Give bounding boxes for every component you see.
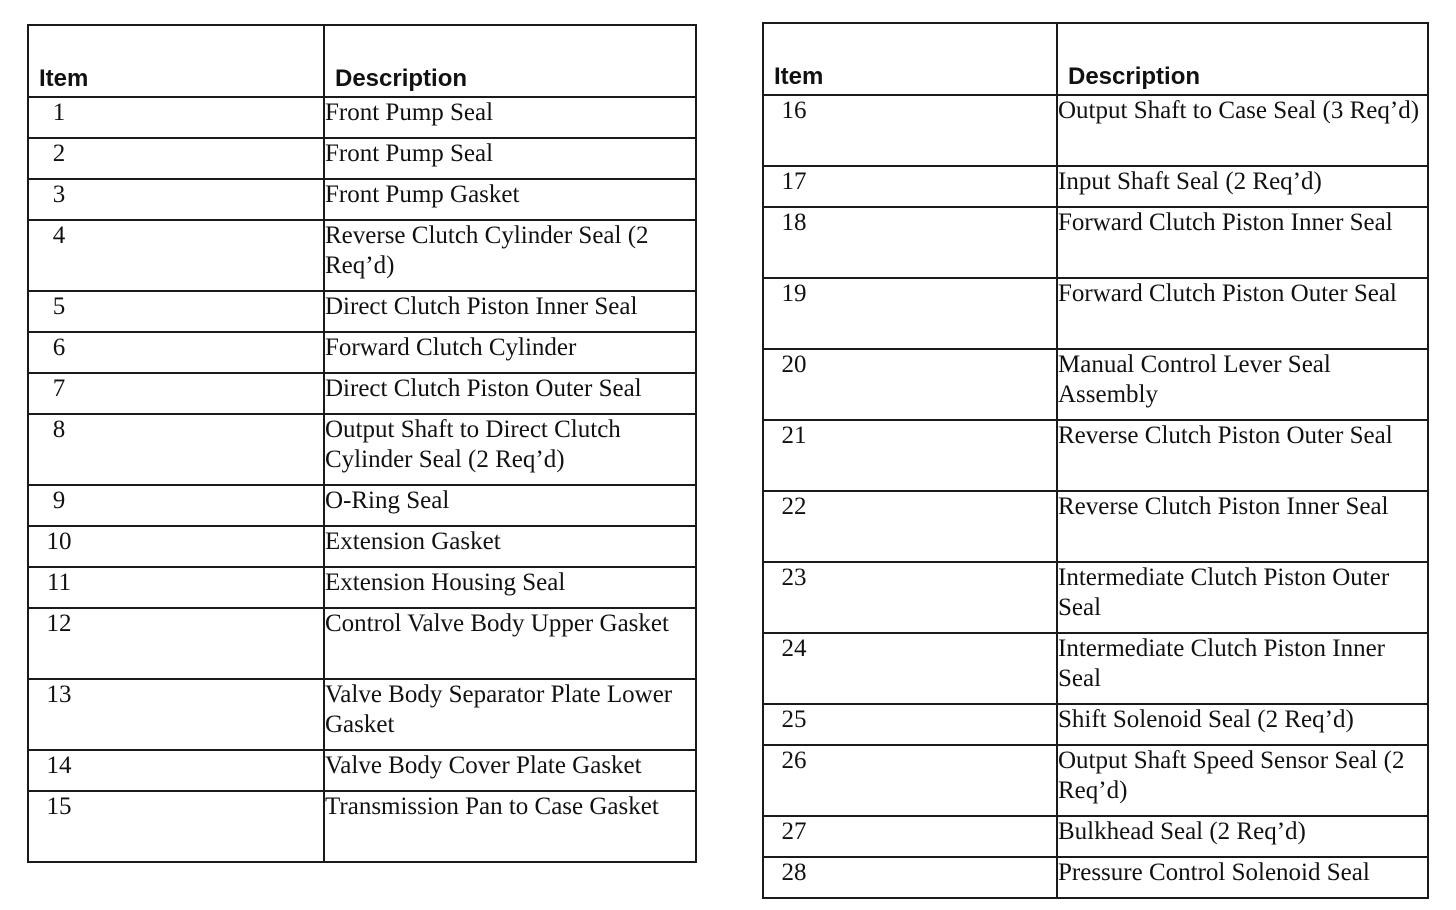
item-cell [28, 179, 324, 220]
item-number: 15 [46, 793, 72, 820]
item-number: 8 [52, 416, 66, 443]
item-number: 24 [781, 635, 807, 662]
table-row [28, 750, 696, 791]
item-column-header: Item [28, 25, 324, 97]
item-cell [763, 704, 1057, 745]
table-row [28, 179, 696, 220]
table-row [28, 291, 696, 332]
table-row [28, 679, 696, 750]
item-cell [763, 349, 1057, 420]
description-cell: Transmission Pan to Case Gasket [324, 791, 696, 862]
table-row [763, 491, 1428, 562]
item-number: 27 [781, 818, 807, 845]
item-cell [28, 97, 324, 138]
item-cell [28, 750, 324, 791]
description-cell: O-Ring Seal [324, 485, 696, 526]
item-cell [763, 816, 1057, 857]
description-cell: Pressure Control Solenoid Seal [1057, 857, 1428, 898]
table-row [28, 414, 696, 485]
item-number: 23 [781, 564, 807, 591]
description-cell: Reverse Clutch Cylinder Seal (2 Req’d) [324, 220, 696, 291]
item-cell [28, 791, 324, 862]
item-number: 10 [46, 528, 72, 555]
table-row [28, 567, 696, 608]
item-number: 16 [781, 97, 807, 124]
description-cell: Direct Clutch Piston Outer Seal [324, 373, 696, 414]
item-cell [28, 220, 324, 291]
item-number: 26 [781, 747, 807, 774]
description-cell: Output Shaft Speed Sensor Seal (2 Req’d) [1057, 745, 1428, 816]
item-cell [763, 745, 1057, 816]
header-row [763, 23, 1428, 95]
item-cell [763, 278, 1057, 349]
table-row [763, 562, 1428, 633]
description-column-header: Description [1057, 23, 1428, 95]
item-cell [763, 166, 1057, 207]
table-row [763, 633, 1428, 704]
description-column-header: Description [324, 25, 696, 97]
table-row [763, 207, 1428, 278]
description-cell: Front Pump Seal [324, 97, 696, 138]
item-cell [28, 332, 324, 373]
item-number: 25 [781, 706, 807, 733]
description-cell: Control Valve Body Upper Gasket [324, 608, 696, 679]
item-number: 17 [781, 168, 807, 195]
table-row [28, 791, 696, 862]
description-cell: Shift Solenoid Seal (2 Req’d) [1057, 704, 1428, 745]
item-cell [28, 414, 324, 485]
item-column-header: Item [763, 23, 1057, 95]
table-row [763, 166, 1428, 207]
item-cell [763, 633, 1057, 704]
description-cell: Extension Housing Seal [324, 567, 696, 608]
table-row [763, 349, 1428, 420]
item-number: 28 [781, 859, 807, 886]
table-row [763, 420, 1428, 491]
item-cell [28, 567, 324, 608]
description-cell: Reverse Clutch Piston Outer Seal [1057, 420, 1428, 491]
table-row [763, 816, 1428, 857]
item-cell [763, 95, 1057, 166]
item-number: 5 [52, 293, 66, 320]
item-number: 2 [52, 140, 66, 167]
table-row [763, 745, 1428, 816]
table-row [28, 97, 696, 138]
description-cell: Input Shaft Seal (2 Req’d) [1057, 166, 1428, 207]
item-cell [763, 491, 1057, 562]
item-number: 19 [781, 280, 807, 307]
description-cell: Reverse Clutch Piston Inner Seal [1057, 491, 1428, 562]
description-cell: Forward Clutch Piston Inner Seal [1057, 207, 1428, 278]
table-row [28, 220, 696, 291]
item-number: 11 [46, 569, 72, 596]
table-row [763, 95, 1428, 166]
table-row [28, 138, 696, 179]
item-cell [28, 679, 324, 750]
item-number: 6 [52, 334, 66, 361]
table-row [28, 526, 696, 567]
description-cell: Forward Clutch Cylinder [324, 332, 696, 373]
description-cell: Front Pump Seal [324, 138, 696, 179]
description-cell: Bulkhead Seal (2 Req’d) [1057, 816, 1428, 857]
table-row [763, 704, 1428, 745]
item-number: 12 [46, 610, 72, 637]
item-cell [28, 526, 324, 567]
item-cell [28, 291, 324, 332]
item-cell [28, 373, 324, 414]
description-cell: Intermediate Clutch Piston Inner Seal [1057, 633, 1428, 704]
item-cell [763, 420, 1057, 491]
parts-table-left [27, 24, 697, 863]
item-number: 9 [52, 487, 66, 514]
item-cell [763, 562, 1057, 633]
item-number: 20 [781, 351, 807, 378]
table-row [28, 332, 696, 373]
item-number: 22 [781, 493, 807, 520]
item-cell [28, 608, 324, 679]
item-number: 1 [52, 99, 66, 126]
parts-table-right [762, 22, 1429, 899]
table-row [28, 608, 696, 679]
description-cell: Output Shaft to Case Seal (3 Req’d) [1057, 95, 1428, 166]
item-number: 7 [52, 375, 66, 402]
item-number: 18 [781, 209, 807, 236]
description-cell: Extension Gasket [324, 526, 696, 567]
table-row [763, 857, 1428, 898]
description-cell: Output Shaft to Direct Clutch Cylinder Seal (2 Req’d) [324, 414, 696, 485]
table-row [763, 278, 1428, 349]
item-cell [763, 207, 1057, 278]
description-cell: Forward Clutch Piston Outer Seal [1057, 278, 1428, 349]
table-row [28, 373, 696, 414]
item-number: 21 [781, 422, 807, 449]
description-cell: Manual Control Lever Seal Assembly [1057, 349, 1428, 420]
item-number: 14 [46, 752, 72, 779]
item-cell [763, 857, 1057, 898]
description-cell: Valve Body Cover Plate Gasket [324, 750, 696, 791]
item-number: 4 [52, 222, 66, 249]
table-row [28, 485, 696, 526]
description-cell: Front Pump Gasket [324, 179, 696, 220]
header-row [28, 25, 696, 97]
description-cell: Direct Clutch Piston Inner Seal [324, 291, 696, 332]
item-cell [28, 485, 324, 526]
item-number: 13 [46, 681, 72, 708]
item-cell [28, 138, 324, 179]
description-cell: Valve Body Separator Plate Lower Gasket [324, 679, 696, 750]
description-cell: Intermediate Clutch Piston Outer Seal [1057, 562, 1428, 633]
item-number: 3 [52, 181, 66, 208]
